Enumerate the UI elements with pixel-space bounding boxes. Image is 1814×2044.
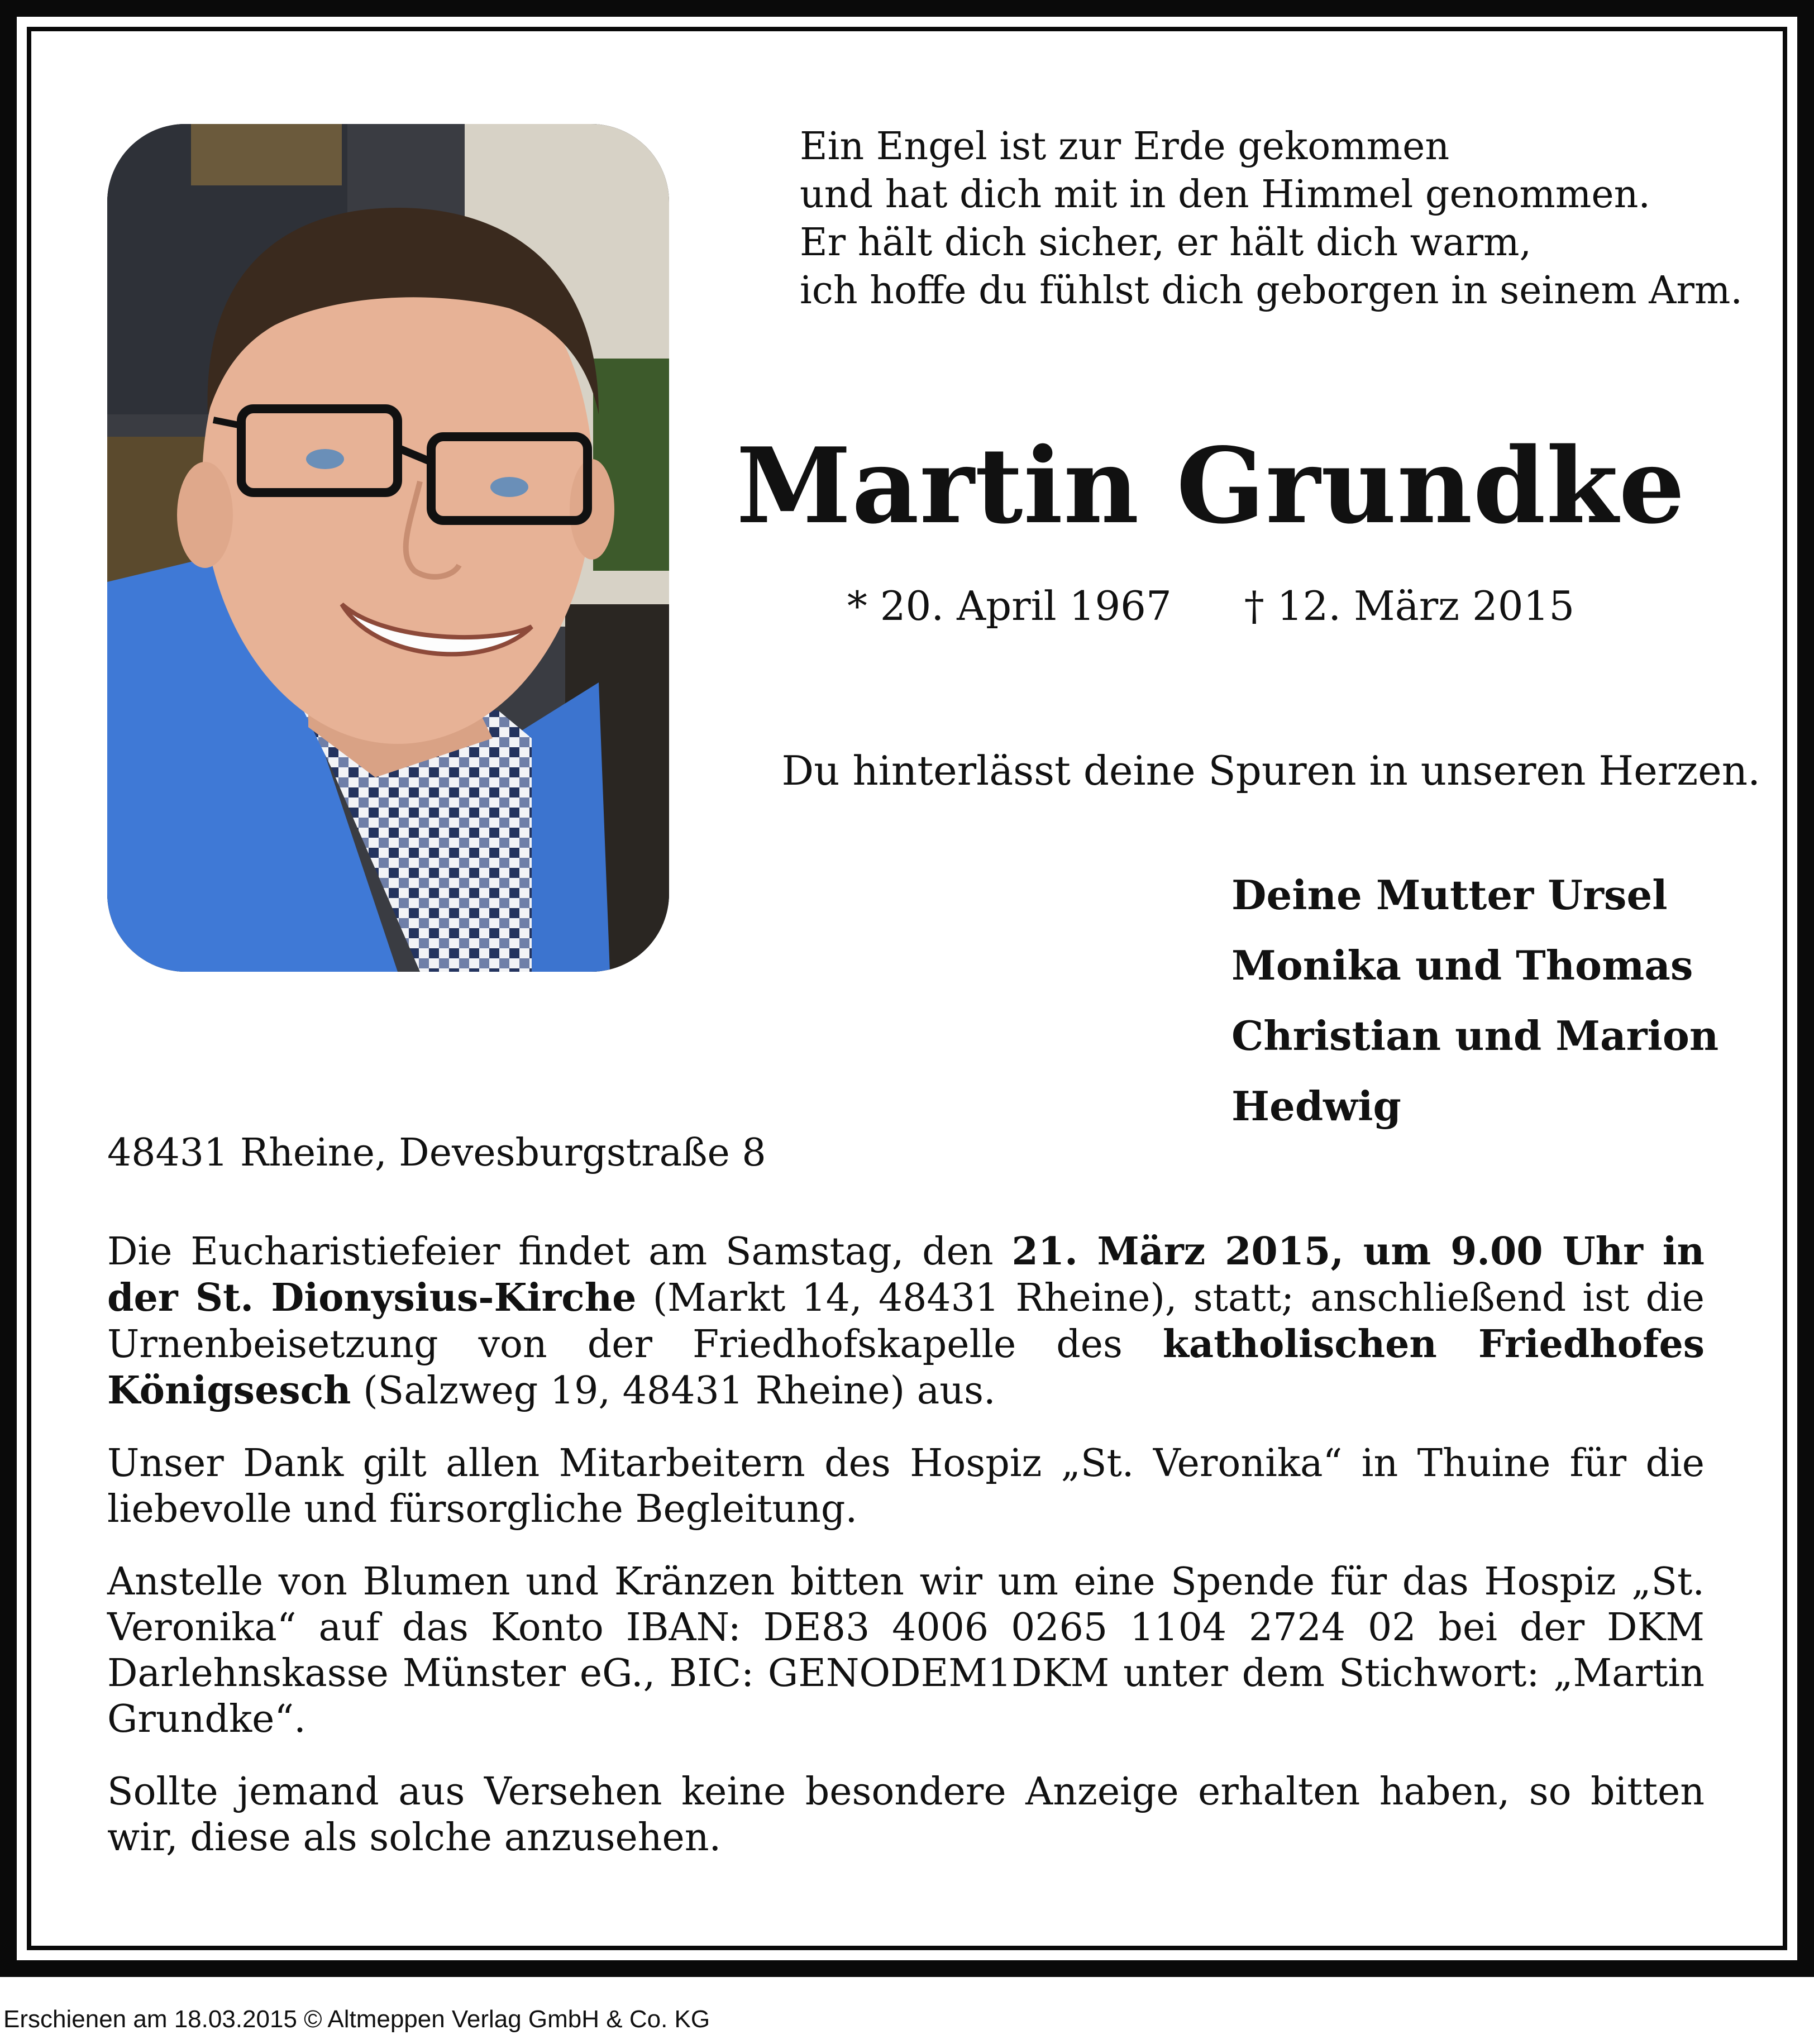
poem-line: Er hält dich sicher, er hält dich warm, [800,221,1532,265]
mourner-name: Deine Mutter Ursel [1231,871,1668,919]
mourner-name: Monika und Thomas [1231,942,1693,989]
donation-paragraph: Anstelle von Blumen und Kränzen bitten wir um eine Spende für das Hospiz „St. Veronika“ auf das Konto IBAN: DE83 4006 0265 1104 2724 02 bei der DKM Darlehnskasse Münster eG., BIC: GENODEM1DKM unter dem Stichwort: „Martin Grundke“. [107,1560,1705,1741]
thanks-paragraph: Unser Dank gilt allen Mitarbeitern des Hospiz „St. Veronika“ in Thuine für die liebevolle und fürsorgliche Begleitung. [107,1441,1705,1531]
service-time-church: 21. März 2015, um 9.00 Uhr in der St. Dionysius-Kirche [107,1229,1705,1320]
mourner-name: Hedwig [1231,1082,1401,1130]
birth-date: * 20. April 1967 [847,582,1172,629]
publication-footer: Erschienen am 18.03.2015 © Altmeppen Verlag GmbH & Co. KG [3,2005,710,2033]
service-paragraph [107,1229,1705,1414]
address: 48431 Rheine, Devesburgstraße 8 [107,1131,766,1175]
epitaph: Du hinterlässt deine Spuren in unseren Herzen. [781,747,1760,794]
death-date: † 12. März 2015 [1244,582,1575,629]
poem-line: Ein Engel ist zur Erde gekommen [800,125,1450,169]
portrait-photo [107,124,669,972]
mourners-list [1231,860,1718,1142]
cemetery-name: katholischen Friedhofes Königsesch [107,1322,1705,1413]
notice-body [107,1229,1705,1888]
service-text: Die Eucharistiefeier findet am Samstag, den [107,1230,1012,1274]
poem-line: ich hoffe du fühlst dich geborgen in seinem Arm. [800,269,1743,313]
deceased-name: Martin Grundke [736,424,1686,547]
poem [800,123,1749,315]
portrait-illustration [107,124,669,972]
mourner-name: Christian und Marion [1231,1012,1719,1059]
poem-line: und hat dich mit in den Himmel genommen. [800,173,1651,217]
notice-paragraph: Sollte jemand aus Versehen keine besondere Anzeige erhalten haben, so bitten wir, diese als solche anzusehen. [107,1770,1705,1860]
service-text: (Salzweg 19, 48431 Rheine) aus. [351,1369,996,1413]
life-dates [614,581,1807,631]
service-text: (Markt 14, 48431 Rheine), statt; anschließend ist die Urnenbeisetzung von der Friedhofskapelle des [107,1276,1705,1367]
